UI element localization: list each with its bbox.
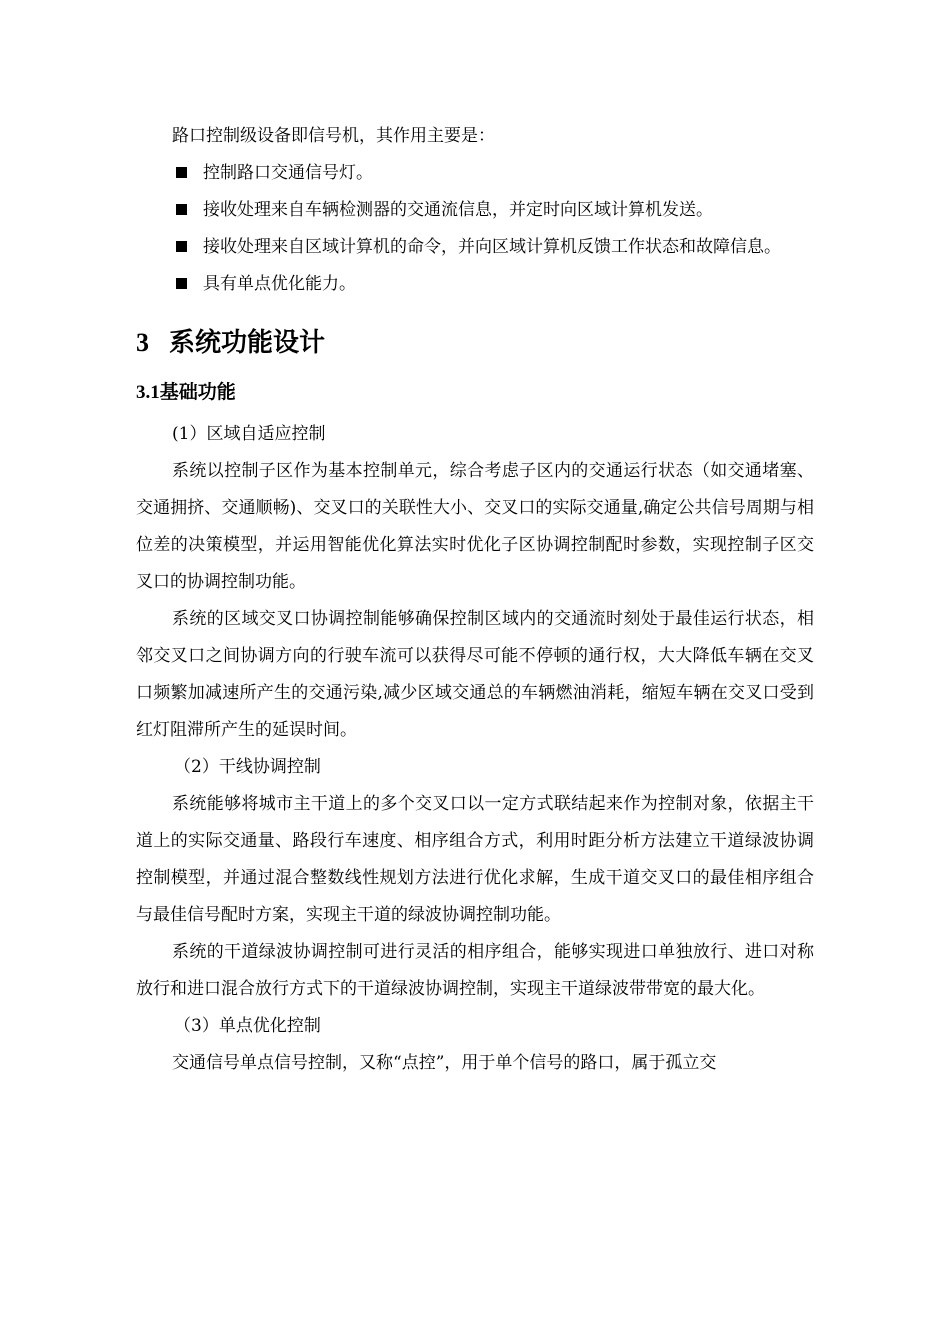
subsection-title: 基础功能 — [159, 381, 236, 403]
item-label: （2）干线协调控制 — [174, 757, 321, 777]
bullet-item — [136, 192, 814, 229]
bullet-text: 接收处理来自车辆检测器的交通流信息，并定时向区域计算机发送。 — [203, 200, 713, 220]
body-paragraph: 系统能够将城市主干道上的多个交叉口以一定方式联结起来作为控制对象，依据主干道上的实际交通量、路段行车速度、相序组合方式，利用时距分析方法建立干道绿波协调控制模型，并通过混合整数线性规划方法进行优化求解，生成干道交叉口的最佳相序组合与最佳信号配时方案，实现主干道的绿波协调控制功能。 — [136, 794, 814, 925]
item-label: （3）单点优化控制 — [174, 1016, 321, 1036]
section-number: 3 — [136, 328, 149, 357]
subsection-number: 3.1 — [136, 382, 160, 403]
square-bullet-icon — [176, 278, 187, 289]
bullet-item — [136, 229, 814, 266]
intro-paragraph: 路口控制级设备即信号机，其作用主要是： — [172, 126, 495, 146]
section-heading — [136, 325, 814, 361]
bullet-item — [136, 266, 814, 303]
square-bullet-icon — [176, 167, 187, 178]
body-paragraph: 系统以控制子区作为基本控制单元，综合考虑子区内的交通运行状态（如交通堵塞、交通拥挤、交通顺畅)、交叉口的关联性大小、交叉口的实际交通量,确定公共信号周期与相位差的决策模型，并运用智能优化算法实时优化子区协调控制配时参数，实现控制子区交叉口的协调控制功能。 — [136, 461, 814, 592]
bullet-text: 控制路口交通信号灯。 — [203, 163, 373, 183]
body-paragraph: 交通信号单点信号控制，又称“点控”，用于单个信号的路口，属于孤立交 — [172, 1053, 717, 1073]
body-paragraph: 系统的干道绿波协调控制可进行灵活的相序组合，能够实现进口单独放行、进口对称放行和进口混合放行方式下的干道绿波协调控制，实现主干道绿波带带宽的最大化。 — [136, 942, 814, 999]
bullet-text: 接收处理来自区域计算机的命令，并向区域计算机反馈工作状态和故障信息。 — [203, 237, 781, 257]
square-bullet-icon — [176, 241, 187, 252]
bullet-item — [136, 155, 814, 192]
square-bullet-icon — [176, 204, 187, 215]
item-label: (1）区域自适应控制 — [172, 424, 326, 444]
bullet-text: 具有单点优化能力。 — [203, 274, 356, 294]
section-title: 系统功能设计 — [169, 328, 326, 358]
subsection-heading — [136, 377, 814, 408]
body-paragraph: 系统的区域交叉口协调控制能够确保控制区域内的交通流时刻处于最佳运行状态，相邻交叉口之间协调方向的行驶车流可以获得尽可能不停顿的通行权，大大降低车辆在交叉口频繁加减速所产生的交通污染,减少区域交通总的车辆燃油消耗，缩短车辆在交叉口受到红灯阻滞所产生的延误时间。 — [136, 609, 814, 740]
